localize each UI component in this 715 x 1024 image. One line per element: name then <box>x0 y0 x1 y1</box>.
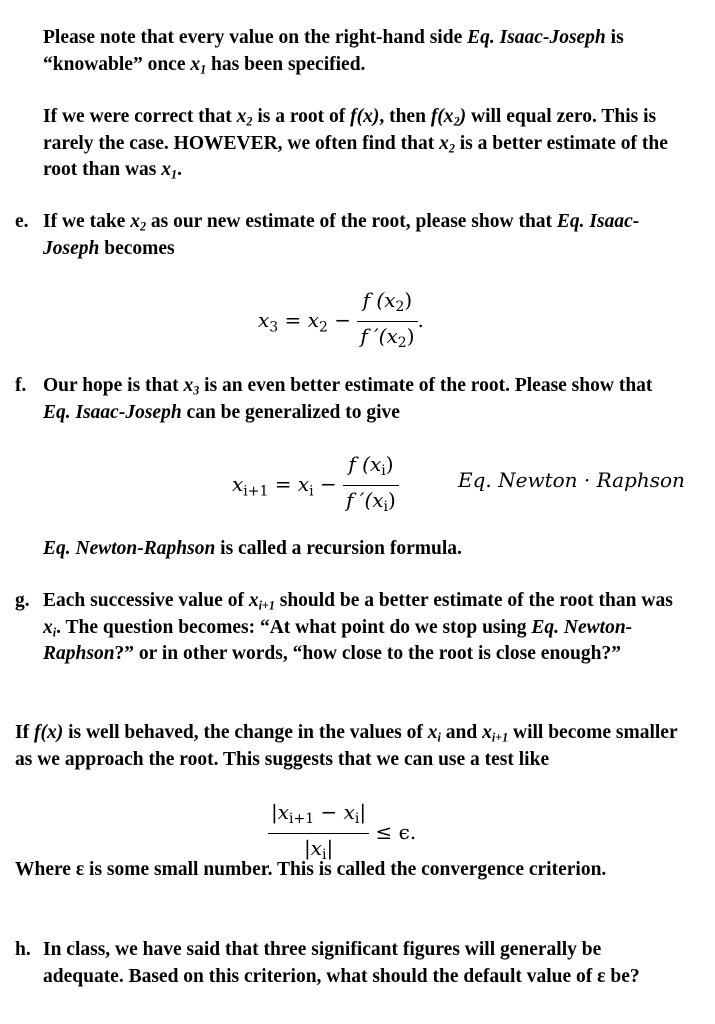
equation-newton-raphson: $x_{i+1} = x_i$ − $\frac{f (x_i)}{f '(x_i)}$ <box>232 452 399 519</box>
fraction: $\frac{f (x_i)}{f '(x_i)}$ <box>343 452 399 519</box>
item-marker-g: g. <box>15 590 30 611</box>
item-g-text: Each successive value of $x_{i+1}$ should be a better estimate of the root than was $x_i$. The question becomes: “At what point do we stop using Eq. Newton-Raphson?” or in other words, “how close to the root is close enough?” <box>43 590 673 664</box>
item-marker-f: f. <box>15 375 27 396</box>
equation-label: Eq. Newton · Raphson <box>458 468 685 492</box>
root-paragraph: If we were correct that $x_2$ is a root of f(x), then $f(x_2)$ will equal zero. This is rarely the case. HOWEVER, we often find that $x_2$ is a better estimate of the root than was $x_1$. <box>43 106 668 182</box>
item-e-text: If we take $x_2$ as our new estimate of the root, please show that Eq. Isaac-Joseph becomes <box>43 211 640 259</box>
eq-reference: Eq. Newton-Raphson <box>43 538 216 559</box>
note-paragraph: Please note that every value on the right-hand side Eq. Isaac-Joseph is “knowable” once $x_1$ has been specified. <box>43 27 624 76</box>
recursion-note: Eq. Newton-Raphson is called a recursion formula. <box>43 538 462 559</box>
fraction: $\frac{|x_{i+1} - x_i|}{|x_i|}$ <box>268 800 369 867</box>
eq-reference: Eq. Isaac-Joseph <box>43 401 182 423</box>
eq-reference: Eq. Isaac-Joseph <box>43 211 640 259</box>
item-f-text: Our hope is that $x_3$ is an even better estimate of the root. Please show that Eq. Isaac-Joseph can be generalized to give <box>43 375 653 423</box>
epsilon-paragraph: Where ε is some small number. This is called the convergence criterion. <box>15 859 607 880</box>
equation-x3: $x_3 = x_2$ − $\frac{f (x_2)}{f '(x_2)}$ . <box>258 288 424 355</box>
item-marker-e: e. <box>15 211 29 232</box>
fraction: $\frac{f (x_2)}{f '(x_2)}$ <box>357 288 417 355</box>
item-h-text: In class, we have said that three significant figures will generally be adequate. Based on this criterion, what should the default value of ε be? <box>43 939 640 987</box>
equation-convergence: $\frac{|x_{i+1} - x_i|}{|x_i|}$ ≤ ϵ. <box>268 800 416 867</box>
eq-reference: Eq. Newton-Raphson <box>43 616 633 664</box>
item-marker-h: h. <box>15 939 31 960</box>
eq-reference: Eq. Isaac-Joseph <box>467 27 606 48</box>
convergence-paragraph: If f(x) is well behaved, the change in the values of $x_i$ and $x_{i+1}$ will become smaller as we approach the root. This suggests that we can use a test like <box>15 722 678 770</box>
